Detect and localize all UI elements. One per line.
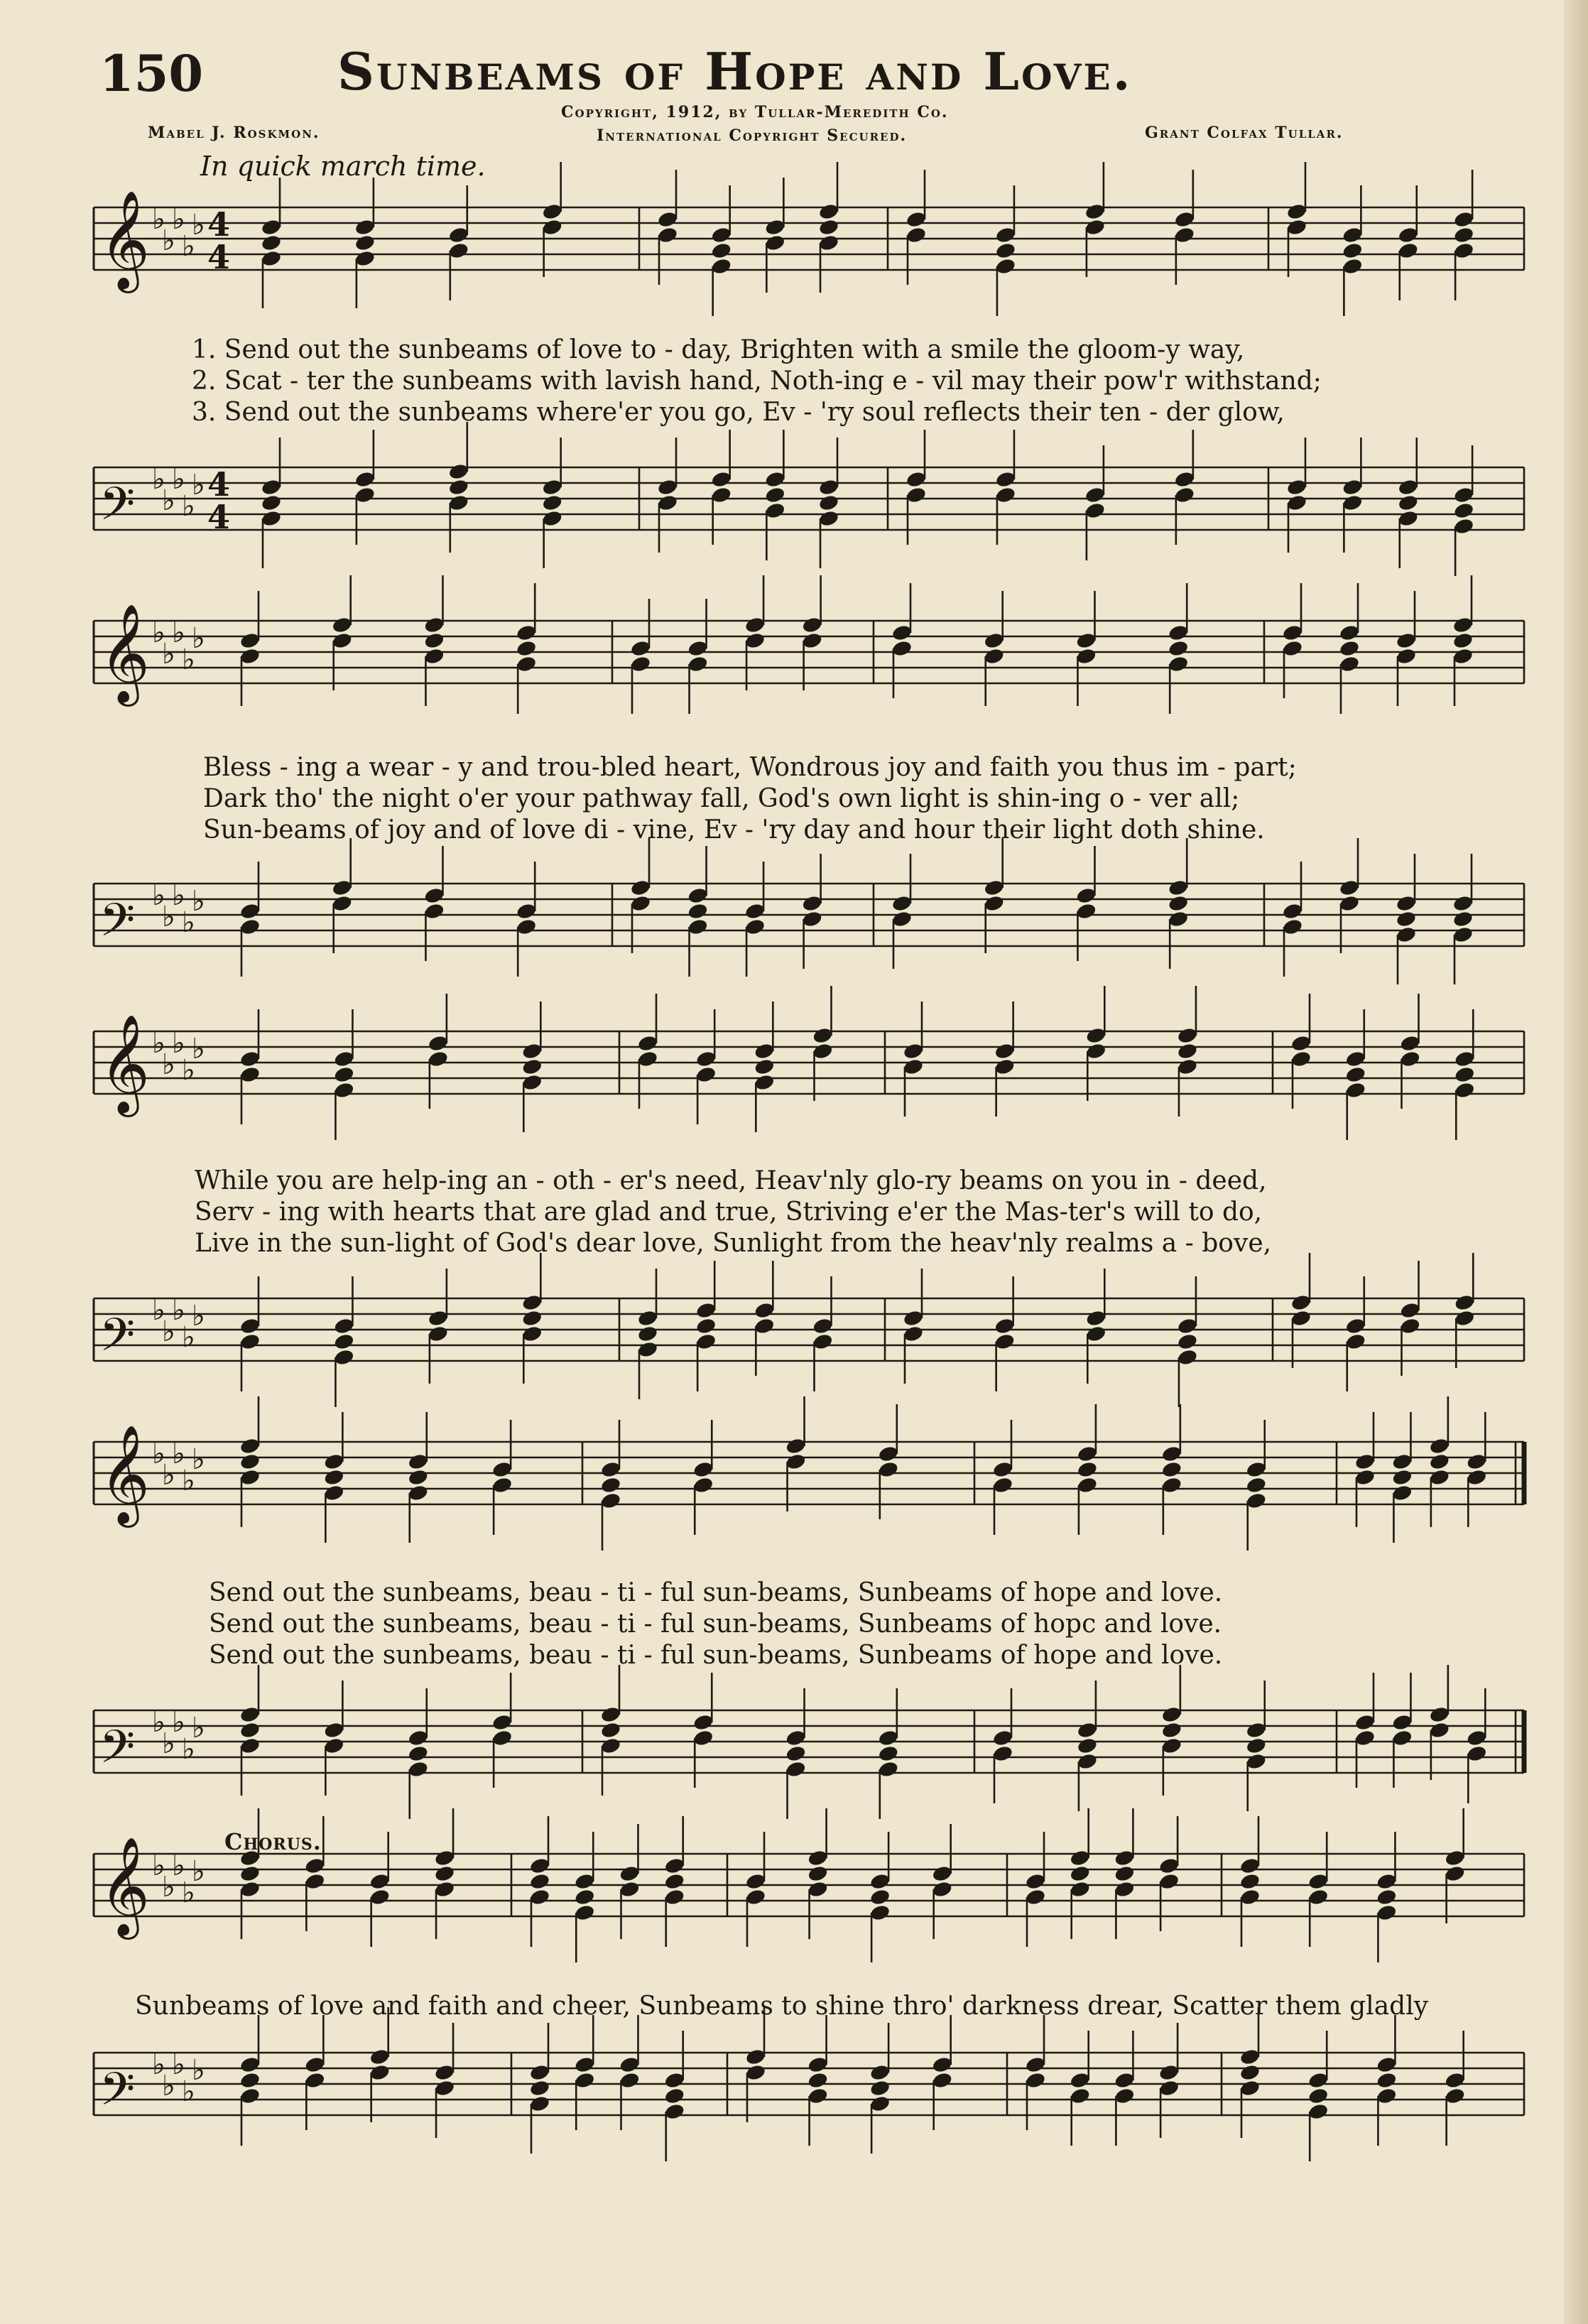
- notehead: [354, 234, 376, 252]
- notehead: [818, 218, 840, 237]
- flat-sign: ♭: [172, 203, 185, 236]
- flat-sign: ♭: [192, 1712, 205, 1744]
- flat-sign: ♭: [152, 1027, 165, 1060]
- notehead: [1452, 910, 1474, 928]
- lyric-verse-1-line: Send out the sunbeams, beau - ti - ful sun-beams, Sunbeams of hope and love.: [209, 1578, 1223, 1607]
- lyric-verse-3-line: Send out the sunbeams, beau - ti - ful sun-beams, Sunbeams of hope and love.: [209, 1641, 1223, 1670]
- notehead: [1453, 226, 1475, 244]
- flat-sign: ♭: [152, 1850, 165, 1882]
- flat-sign: ♭: [182, 230, 195, 263]
- notehead: [1429, 1452, 1451, 1471]
- lyric-verse-2-line: Dark tho' the night o'er your pathway fall, God's own light is shin-ing o - ver all;: [203, 784, 1240, 813]
- flat-sign: ♭: [182, 1877, 195, 1909]
- notehead: [1245, 1737, 1267, 1755]
- flat-sign: ♭: [162, 224, 175, 257]
- notehead: [516, 639, 538, 658]
- notehead: [1239, 2063, 1261, 2082]
- notehead: [869, 1888, 891, 1906]
- flat-sign: ♭: [192, 1855, 205, 1888]
- notehead: [1168, 894, 1190, 913]
- flat-sign: ♭: [172, 463, 185, 496]
- notehead: [423, 631, 445, 650]
- international-copyright-notice: International Copyright Secured.: [597, 126, 908, 145]
- flat-sign: ♭: [162, 1315, 175, 1348]
- flat-sign: ♭: [172, 1706, 185, 1739]
- notehead: [333, 1332, 355, 1351]
- notehead: [1344, 1065, 1366, 1084]
- flat-sign: ♭: [162, 638, 175, 670]
- flat-sign: ♭: [152, 879, 165, 912]
- flat-sign: ♭: [152, 1438, 165, 1470]
- flat-sign: ♭: [182, 1733, 195, 1766]
- flat-sign: ♭: [172, 879, 185, 912]
- notehead: [1397, 494, 1419, 512]
- flat-sign: ♭: [152, 617, 165, 649]
- notehead: [1077, 1460, 1099, 1479]
- lyric-verse-3-line: Sun-beams of joy and of love di - vine, Ev - 'ry day and hour their light doth shine.: [203, 815, 1265, 845]
- flat-sign: ♭: [192, 2054, 205, 2087]
- treble-clef: 𝄞: [99, 604, 150, 702]
- page-number: 150: [99, 44, 204, 103]
- flat-sign: ♭: [192, 885, 205, 918]
- flat-sign: ♭: [152, 203, 165, 236]
- flat-sign: ♭: [182, 2075, 195, 2108]
- notehead: [785, 1744, 807, 1763]
- flat-sign: ♭: [172, 1850, 185, 1882]
- flat-sign: ♭: [192, 1300, 205, 1332]
- notehead: [818, 494, 840, 512]
- chorus-label: Chorus.: [224, 1828, 322, 1855]
- tempo-marking: In quick march time.: [200, 151, 486, 182]
- notehead: [239, 2071, 261, 2090]
- notehead: [1452, 631, 1474, 650]
- flat-sign: ♭: [192, 622, 205, 655]
- notehead: [663, 1872, 685, 1891]
- bass-clef: 𝄢: [99, 478, 136, 542]
- flat-sign: ♭: [162, 1727, 175, 1760]
- lyric-verse-2-line: 2. Scat - ter the sunbeams with lavish hand, Noth-ing e - vil may their pow'r withstand;: [192, 366, 1322, 396]
- notehead: [1376, 1888, 1398, 1906]
- notehead: [521, 1309, 543, 1327]
- flat-sign: ♭: [182, 906, 195, 939]
- notehead: [1177, 1332, 1199, 1351]
- notehead: [541, 494, 563, 512]
- lyric-verse-1-line: 1. Send out the sunbeams of love to - day, Brighten with a smile the gloom-y way,: [192, 335, 1245, 364]
- flat-sign: ♭: [192, 1033, 205, 1065]
- flat-sign: ♭: [162, 901, 175, 933]
- flat-sign: ♭: [172, 1438, 185, 1470]
- notehead: [261, 234, 283, 252]
- notehead: [239, 1721, 261, 1739]
- flat-sign: ♭: [162, 484, 175, 517]
- lyric-verse-3-line: 3. Send out the sunbeams where'er you go, Ev - 'ry soul reflects their ten - der glow,: [192, 398, 1285, 427]
- notehead: [637, 1325, 659, 1343]
- notehead: [1245, 1476, 1267, 1494]
- notehead: [1391, 1468, 1413, 1487]
- lyric-verse-2-line: Send out the sunbeams, beau - ti - ful sun-beams, Sunbeams of hopc and love.: [209, 1609, 1222, 1639]
- flat-sign: ♭: [182, 490, 195, 523]
- treble-clef: 𝄞: [99, 1014, 150, 1113]
- flat-sign: ♭: [152, 1706, 165, 1739]
- flat-sign: ♭: [172, 1294, 185, 1327]
- notehead: [239, 1452, 261, 1471]
- bass-clef: 𝄢: [99, 2063, 136, 2127]
- flat-sign: ♭: [192, 1443, 205, 1476]
- time-signature-numerator: 4: [207, 465, 231, 504]
- notehead: [807, 2071, 829, 2090]
- treble-clef: 𝄞: [99, 1425, 150, 1524]
- notehead: [434, 1864, 456, 1883]
- notehead: [1069, 1864, 1091, 1883]
- flat-sign: ♭: [172, 1027, 185, 1060]
- time-signature-numerator: 4: [207, 205, 231, 244]
- time-signature-denominator: 4: [207, 238, 231, 276]
- treble-clef: 𝄞: [99, 190, 150, 289]
- flat-sign: ♭: [162, 1459, 175, 1492]
- notehead: [1342, 241, 1364, 260]
- notehead: [807, 1864, 829, 1883]
- flat-sign: ♭: [172, 617, 185, 649]
- flat-sign: ♭: [182, 1054, 195, 1087]
- notehead: [764, 486, 786, 504]
- notehead: [600, 1476, 622, 1494]
- notehead: [529, 2079, 551, 2097]
- notehead: [1307, 2087, 1329, 2105]
- notehead: [239, 1864, 261, 1883]
- flat-sign: ♭: [162, 1871, 175, 1904]
- time-signature-denominator: 4: [207, 498, 231, 536]
- notehead: [333, 1065, 355, 1084]
- notehead: [407, 1744, 429, 1763]
- notehead: [1339, 639, 1361, 658]
- notehead: [323, 1468, 345, 1487]
- notehead: [710, 241, 732, 260]
- notehead: [695, 1317, 717, 1335]
- flat-sign: ♭: [162, 1048, 175, 1081]
- flat-sign: ♭: [192, 469, 205, 501]
- notehead: [529, 1872, 551, 1891]
- notehead: [600, 1721, 622, 1739]
- flat-sign: ♭: [182, 1321, 195, 1354]
- flat-sign: ♭: [162, 2070, 175, 2102]
- notehead: [574, 1888, 596, 1906]
- flat-sign: ♭: [152, 463, 165, 496]
- notehead: [869, 2079, 891, 2097]
- flat-sign: ♭: [182, 1465, 195, 1497]
- notehead: [1376, 2071, 1398, 2090]
- notehead: [1161, 1721, 1183, 1739]
- copyright-notice: Copyright, 1912, by Tullar-Meredith Co.: [561, 103, 949, 121]
- lyric-verse-1-line: Bless - ing a wear - y and trou-bled heart, Wondrous joy and faith you thus im - part;: [203, 753, 1297, 782]
- notehead: [754, 1058, 776, 1076]
- notehead: [1168, 639, 1190, 658]
- lyric-verse-1-line: While you are help-ing an - oth - er's need, Heav'nly glo-ry beams on you in - deed,: [195, 1166, 1267, 1195]
- notehead: [1453, 501, 1475, 520]
- notehead: [663, 2087, 685, 2105]
- bass-clef: 𝄢: [99, 894, 136, 958]
- hymn-title: Sunbeams of Hope and Love.: [337, 41, 1133, 102]
- notehead: [1114, 1864, 1136, 1883]
- notehead: [407, 1468, 429, 1487]
- notehead: [1177, 1042, 1199, 1060]
- notehead: [521, 1058, 543, 1076]
- flat-sign: ♭: [152, 1294, 165, 1327]
- notehead: [1239, 1872, 1261, 1891]
- notehead: [878, 1744, 900, 1763]
- lyricist-credit: Mabel J. Roskmon.: [148, 124, 320, 142]
- composer-credit: Grant Colfax Tullar.: [1145, 124, 1344, 142]
- lyric-verse-3-line: Live in the sun-light of God's dear love, Sunlight from the heav'nly realms a - bove,: [195, 1229, 1272, 1258]
- notehead: [447, 478, 469, 496]
- notehead: [687, 902, 709, 921]
- flat-sign: ♭: [172, 2048, 185, 2081]
- notehead: [995, 241, 1017, 260]
- bass-clef: 𝄢: [99, 1721, 136, 1785]
- notehead: [1161, 1460, 1183, 1479]
- bass-clef: 𝄢: [99, 1309, 136, 1373]
- notehead: [261, 494, 283, 512]
- flat-sign: ♭: [182, 644, 195, 676]
- flat-sign: ♭: [152, 2048, 165, 2081]
- flat-sign: ♭: [192, 209, 205, 241]
- notehead: [1454, 1065, 1476, 1084]
- lyric-verse-2-line: Serv - ing with hearts that are glad and true, Striving e'er the Mas-ter's will to do,: [195, 1198, 1263, 1227]
- treble-clef: 𝄞: [99, 1837, 150, 1935]
- notehead: [1077, 1737, 1099, 1755]
- notehead: [1396, 910, 1418, 928]
- chorus-lyric-line: Sunbeams of love and faith and cheer, Sunbeams to shine thro' darkness drear, Scatter them gladly: [135, 1992, 1429, 2021]
